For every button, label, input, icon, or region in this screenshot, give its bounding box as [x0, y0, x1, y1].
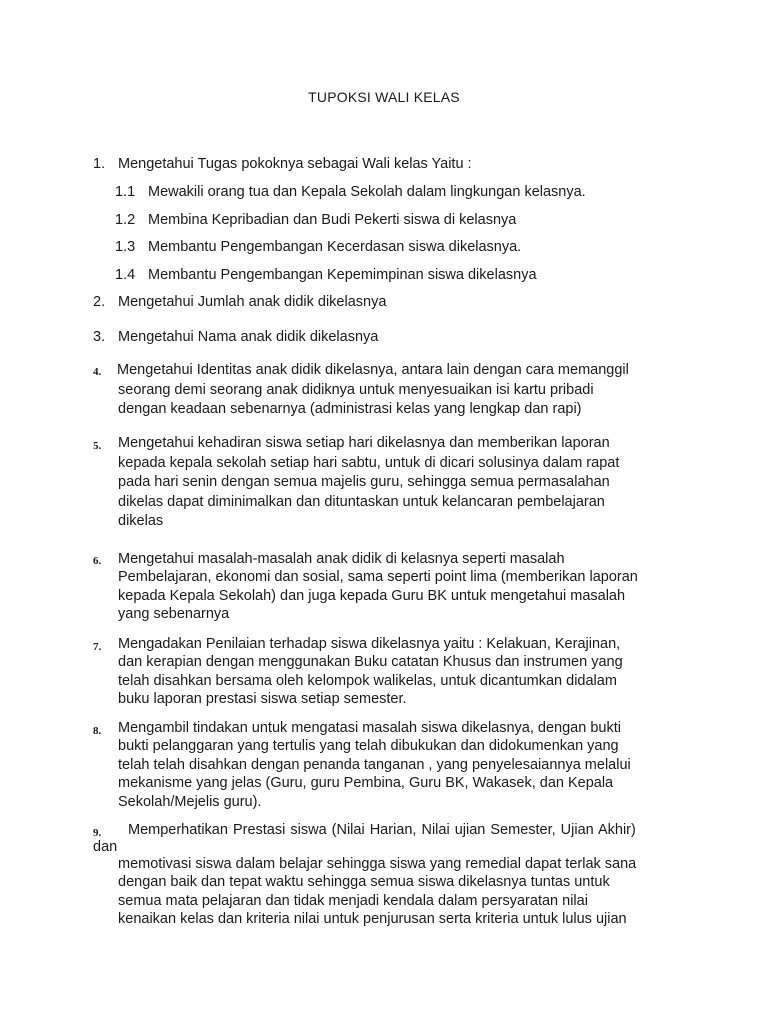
list-item-1-2: [115, 211, 516, 229]
list-item-9: [118, 855, 636, 929]
item-number-9: 9.: [93, 827, 102, 839]
item-text: Membantu Pengembangan Kepemimpinan siswa dikelasnya: [148, 267, 537, 283]
item-number: 1.: [93, 156, 106, 172]
item-number-5: 5.: [93, 440, 102, 452]
item-line: Mengadakan Penilaian terhadap siswa dikelasnya yaitu : Kelakuan, Kerajinan,: [118, 636, 621, 652]
list-item-7: [118, 635, 623, 709]
list-item-8: [118, 719, 631, 811]
item-line: dan kerapian dengan menggunakan Buku catatan Khusus dan instrumen yang: [118, 654, 623, 671]
item-number-7: 7.: [93, 641, 102, 653]
item-text: Mewakili orang tua dan Kepala Sekolah dalam lingkungan kelasnya.: [148, 184, 586, 200]
item-number: 1.4: [115, 267, 136, 283]
item-line: dengan baik dan tepat waktu sehingga semua siswa dikelasnya tuntas untuk: [118, 874, 610, 891]
list-item-5: [118, 434, 619, 532]
item-number: 3.: [93, 329, 106, 345]
list-item-2: [93, 293, 386, 311]
list-item-1-4: [115, 266, 537, 284]
list-item-3: [93, 328, 378, 346]
item-number: 1.1: [115, 184, 136, 200]
item-line: dikelas: [118, 513, 164, 529]
item-line: bukti pelanggaran yang tertulis yang telah dibukukan dan didokumenkan yang: [118, 738, 619, 755]
item-number: 1.2: [115, 212, 136, 228]
item-line: kepada Kepala Sekolah) dan juga kepada Guru BK untuk mengetahui masalah: [118, 587, 626, 604]
list-item-1-1: [115, 183, 586, 201]
item-wrap-word: dan: [93, 839, 118, 855]
item-number: 2.: [93, 294, 106, 310]
item-line: pada hari senin dengan semua majelis guru, sehingga semua permasalahan: [118, 474, 610, 490]
item-number-4: 4.: [93, 366, 102, 378]
list-item-1-3: [115, 238, 521, 256]
item-line: Mengetahui masalah-masalah anak didik di kelasnya seperti masalah: [118, 551, 565, 567]
item-number: 1.3: [115, 239, 136, 255]
item-text: Mengetahui Nama anak didik dikelasnya: [118, 329, 379, 345]
item-text: Mengetahui Tugas pokoknya sebagai Wali kelas Yaitu :: [118, 156, 472, 172]
item-line: Sekolah/Mejelis guru).: [118, 793, 262, 810]
item-text: Mengetahui Jumlah anak didik dikelasnya: [118, 294, 387, 310]
item-line: Mengetahui Identitas anak didik dikelasnya, antara lain dengan cara memanggil: [117, 362, 629, 378]
item-line: Mengambil tindakan untuk mengatasi masalah siswa dikelasnya, dengan bukti: [118, 720, 621, 736]
item-line: telah telah disahkan dengan penanda tanganan , yang penyelesaiannya melalui: [118, 756, 631, 773]
list-item-6: [118, 550, 638, 624]
item-line: dengan keadaan sebenarnya (administrasi kelas yang lengkap dan rapi): [118, 401, 582, 417]
item-line: memotivasi siswa dalam belajar sehingga siswa yang remedial dapat terlak sana: [118, 856, 637, 872]
item-line: buku laporan prestasi siswa setiap semester.: [118, 691, 407, 708]
item-line: mekanisme yang jelas (Guru, guru Pembina, Guru BK, Wakasek, dan Kepala: [118, 775, 614, 792]
item-line: kenaikan kelas dan kriteria nilai untuk penjurusan serta kriteria untuk lulus ujian: [118, 911, 627, 928]
item-line: dikelas dapat diminimalkan dan dituntaskan untuk kelancaran pembelajaran: [118, 493, 605, 510]
list-item-4: [118, 361, 629, 420]
item-text: Membina Kepribadian dan Budi Pekerti siswa di kelasnya: [148, 212, 517, 228]
item-line: yang sebenarnya: [118, 606, 230, 623]
item-first-line: Memperhatikan Prestasi siswa (Nilai Harian, Nilai ujian Semester, Ujian Akhir): [128, 822, 636, 838]
document-title: TUPOKSI WALI KELAS: [308, 89, 460, 105]
item-line: seorang demi seorang anak didiknya untuk menyesuaikan isi kartu pribadi: [118, 381, 594, 398]
item-line: Pembelajaran, ekonomi dan sosial, sama seperti point lima (memberikan laporan: [118, 569, 638, 586]
item-text: Membantu Pengembangan Kecerdasan siswa dikelasnya.: [148, 239, 522, 255]
item-number-6: 6.: [93, 555, 102, 567]
list-item-1: [93, 155, 472, 173]
item-line: Mengetahui kehadiran siswa setiap hari dikelasnya dan memberikan laporan: [118, 435, 610, 451]
item-line: kepada kepala sekolah setiap hari sabtu, untuk di dicari solusinya dalam rapat: [118, 454, 620, 471]
item-line: semua mata pelajaran dan tidak menjadi kendala dalam persyaratan nilai: [118, 892, 588, 909]
item-line: telah disahkan bersama oleh kelompok walikelas, untuk dicantumkan didalam: [118, 672, 617, 689]
item-number-8: 8.: [93, 725, 102, 737]
